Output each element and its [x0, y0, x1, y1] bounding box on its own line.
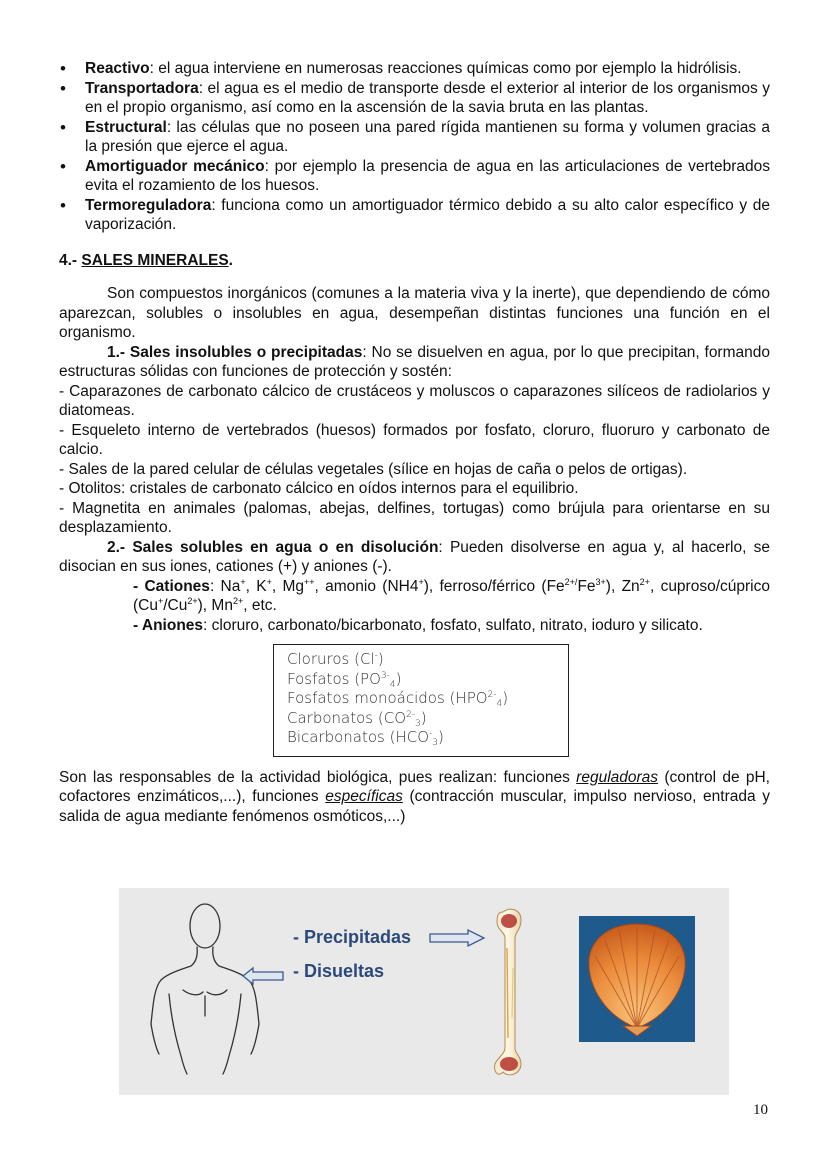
box-text: Bicarbonatos (HCO [287, 728, 430, 746]
box-sub: 3 [432, 738, 439, 748]
ion-charge: + [240, 576, 246, 587]
ion: K [256, 577, 267, 595]
list-item: - Sales de la pared celular de células vegetales (sílice en hojas de caña o pelos de ortigas). [59, 460, 688, 478]
function-text: : funciona como un amortiguador térmico debido a su alto calor específico y de vaporización. [85, 196, 770, 233]
closing-paragraph [59, 768, 770, 827]
ion: Zn [621, 577, 640, 595]
ion-charge: + [266, 576, 272, 587]
insoluble-paragraph [59, 343, 770, 382]
function-term: Termoreguladora [85, 196, 212, 214]
ion-charge: 2+ [187, 596, 198, 606]
ion: ferroso/férrico (Fe [439, 577, 565, 595]
ion-end: ), [605, 577, 616, 595]
function-text: : el agua interviene en numerosas reacciones químicas como por ejemplo la hidrólisis. [149, 60, 742, 77]
box-text: ) [395, 669, 402, 688]
box-text: ) [438, 728, 444, 746]
box-line [287, 728, 568, 748]
box-line [287, 709, 568, 729]
insoluble-heading: 1.- Sales insolubles o precipitadas [107, 343, 363, 361]
ion-block [59, 577, 770, 636]
function-term: Transportadora [85, 79, 199, 97]
section-heading [59, 251, 770, 271]
list-item [59, 79, 770, 118]
precipitadas-label: - Precipitadas [293, 927, 412, 947]
ion-end: , etc. [243, 597, 277, 614]
intro-paragraph: Son compuestos inorgánicos (comunes a la materia viva y la inerte), que dependiendo de cómo aparezcan, solubles o insolubles en agua, desempeñan distintas funciones una función en el organismo. [59, 285, 770, 341]
section-title: SALES MINERALES [81, 251, 229, 269]
water-functions-list [59, 59, 770, 235]
box-text: ) [420, 708, 427, 727]
function-text: : las células que no poseen una pared rígida mantienen su forma y volumen gracias a la presión que ejerce el agua. [85, 118, 770, 155]
ion-charge: ++ [304, 576, 315, 587]
ion: amonio (NH4 [325, 577, 419, 595]
box-text: Cloruros (Cl [287, 650, 375, 668]
ion: Na [220, 577, 241, 595]
closing-emphasis: específicas [325, 788, 403, 805]
illustration-figure [119, 888, 729, 1095]
box-text: ) [502, 689, 509, 707]
cations-label: - Cationes [133, 577, 210, 595]
list-item [59, 196, 770, 235]
soluble-paragraph [59, 538, 770, 577]
ion-charge: 2+/ [564, 576, 578, 587]
cations-line: - Cationes: Na+, K+, Mg++, amonio (NH4+), ferroso/férrico $(Fe^{2+/}Fe^{3+})$, $Zn^{2+}$, cuproso/cúprico $(Cu^+/Cu^{2+})$, $Mn^{2+}$, etc. [133, 576, 770, 614]
box-sub: 4 [496, 699, 503, 709]
list-item: - Esqueleto interno de vertebrados (huesos) formados por fosfato, cloruro, fluoruro y carbonato de calcio. [59, 421, 770, 458]
function-text: : por ejemplo la presencia de agua en las articulaciones de vertebrados evita el rozamiento de los huesos. [85, 157, 770, 194]
function-text: : el agua es el medio de transporte desde el exterior al interior de los organismos y en el propio organismo, así como en la ascensión de la savia bruta en las plantas. [85, 79, 770, 116]
bone-icon [491, 908, 531, 1078]
page-content [59, 59, 770, 826]
ion-end: ), [423, 577, 434, 595]
ion-charge: 3+ [595, 576, 606, 587]
anions-box [273, 644, 569, 757]
list-item [59, 59, 770, 79]
closing-text: (control de pH, cofactores enzimáticos,...), funciones [59, 768, 770, 805]
box-line [287, 670, 568, 690]
function-term: Amortiguador mecánico [85, 157, 265, 175]
list-item [59, 157, 770, 196]
closing-emphasis: reguladoras [576, 768, 659, 786]
box-sup: 2- [406, 709, 415, 720]
arrow-right-icon [428, 928, 486, 948]
arrow-left-icon [241, 966, 285, 986]
insoluble-text: : No se disuelven en agua, por lo que precipitan, formando estructuras sólidas con funciones de protección y sostén: [59, 343, 770, 380]
ion-charge: 2+ [639, 576, 650, 587]
closing-text: Son las responsables de la actividad biológica, pues realizan: funciones [59, 768, 577, 786]
box-text: Fosfatos (PO [287, 669, 381, 688]
ion: /Cu [163, 597, 188, 614]
box-line [287, 650, 568, 670]
ion-charge: + [418, 576, 424, 587]
list-item: - Caparazones de carbonato cálcico de crustáceos y moluscos o caparazones silíceos de radiolarios y diatomeas. [59, 382, 770, 419]
box-text: ) [377, 650, 384, 668]
function-term: Estructural [85, 118, 167, 136]
list-item: - Magnetita en animales (palomas, abejas, delfines, tortugas) como brújula para orientarse en su desplazamiento. [59, 499, 770, 536]
box-sup: 2- [487, 690, 497, 700]
box-sup: - [429, 729, 433, 739]
box-sup: - [374, 651, 378, 661]
section-title-end: . [228, 251, 233, 269]
ion-end: ), [197, 597, 208, 614]
list-item: - Otolitos: cristales de carbonato cálcico en oídos internos para el equilibrio. [59, 480, 579, 497]
anions-text: : cloruro, carbonato/bicarbonato, fosfato, sulfato, nitrato, ioduro y silicato. [203, 616, 703, 634]
anions-label: - Aniones [133, 616, 204, 634]
anions-line [133, 616, 770, 636]
human-torso-icon [141, 896, 269, 1076]
box-text: Fosfatos monoácidos (HPO [287, 689, 488, 707]
ion-end: , [649, 577, 655, 595]
section-number: 4.- [59, 251, 78, 269]
shell-image [579, 916, 695, 1042]
ion: cuproso/cúprico (Cu [133, 577, 770, 614]
closing-text: (contracción muscular, impulso nervioso, entrada y salida de agua mediante fenómenos osmóticos,...) [59, 788, 770, 825]
function-term: Reactivo [85, 60, 150, 77]
soluble-heading: 2.- Sales solubles en agua o en disolución [107, 538, 439, 556]
ion: Mg [282, 577, 305, 595]
ion-charge: 2+ [232, 596, 244, 606]
page-number: 10 [753, 1102, 768, 1118]
box-line [287, 689, 568, 709]
box-sub: 4 [389, 679, 396, 690]
box-sub: 3 [415, 718, 421, 729]
ion: Fe [577, 577, 596, 595]
list-item [59, 118, 770, 157]
ion: Mn [211, 597, 233, 614]
soluble-text: : Pueden disolverse en agua y, al hacerlo, se disocian en sus iones, cationes (+) y aniones (-). [59, 538, 770, 575]
disueltas-label: - Disueltas [293, 961, 385, 981]
box-text: Carbonatos (CO [287, 708, 407, 727]
ion-charge: + [157, 596, 164, 606]
box-sup: 3- [380, 670, 390, 681]
